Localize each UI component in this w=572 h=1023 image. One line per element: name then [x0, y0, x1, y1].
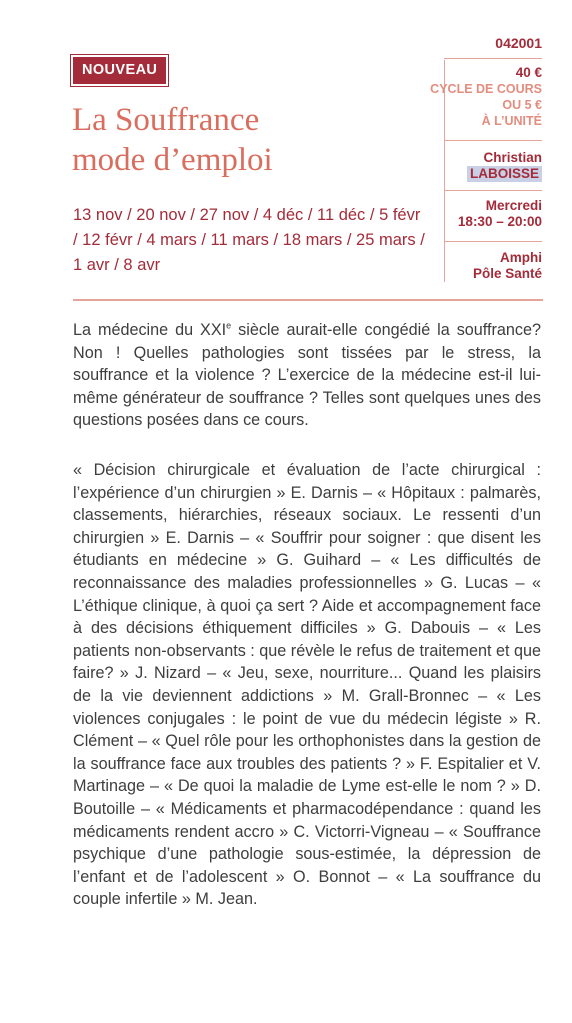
separator — [444, 190, 542, 191]
price-detail-line2: OU 5 € — [502, 98, 542, 112]
course-room: Amphi — [500, 250, 542, 265]
course-location: Pôle Santé — [472, 266, 542, 281]
course-title-line1: La Souffrance — [72, 102, 260, 138]
separator — [444, 58, 542, 59]
session-dates: 13 nov / 20 nov / 27 nov / 4 déc / 11 déc / 5 févr / 12 févr / 4 mars / 11 mars / 18 mars / 25 mars / 1 avr / 8 avr — [73, 206, 425, 274]
intro-superscript: e — [226, 320, 232, 331]
course-title — [72, 100, 412, 180]
separator — [444, 140, 542, 141]
teacher-last-name: LABOISSE — [467, 166, 542, 182]
price-detail-line1: CYCLE DE COURS — [430, 82, 542, 96]
header-rule — [73, 299, 543, 301]
new-badge: NOUVEAU — [73, 57, 166, 84]
intro-text-start: La médecine du XXI — [73, 321, 227, 339]
teacher-first-name: Christian — [483, 150, 542, 165]
course-code: 042001 — [495, 35, 542, 51]
course-day: Mercredi — [485, 198, 542, 213]
course-intro — [73, 319, 541, 432]
course-program: « Décision chirurgicale et évaluation de l’acte chirurgical : l’expérience d’un chirurgien » E. Darnis – « Hôpitaux : palmarès, classements, hiérarchies, réseaux sociaux. Le ressenti d’un chirurgien » E. Darnis – « Souffrir pour soigner : que disent les étudiants en médecine » G. Guihard – « Les difficultés de reconnaissance des maladies professionnelles » G. Lucas – « L’éthique clinique, à quoi ça sert ? Aide et accompagnement face à des décisions éthiquement difficiles » G. Dabouis – « Les patients non-observants : que révèle le refus de traitement et que faire? » J. Nizard – « Jeu, sexe, nourriture... Quand les plaisirs de la vie deviennent addictions » M. Grall-Bronnec – « Les violences conjugales : le point de vue du médecin légiste » R. Clément – « Quel rôle pour les orthophonistes dans la gestion de la souffrance face aux troubles des patients ? » F. Espitalier et V. Martinage – « De quoi la maladie de Lyme est-elle le nom ? » D. Boutoille – « Médicaments et pharmacodépendance : quand les médicaments rendent accro » C. Victorri-Vigneau – « Souffrance psychique d’une pathologie sous-estimée, la dépression de l’enfant et de l’adolescent » O. Bonnot – « La souffrance du couple infertile » M. Jean. — [73, 461, 541, 909]
course-hours: 18:30 – 20:00 — [457, 214, 542, 229]
intro-text-end: siècle aurait-elle congédié la souffrance? Non ! Quelles pathologies sont tissées par le stress, la souffrance et la violence ? L’exercice de la médecine est-il lui-même générateur de souffrance ? Telles sont quelques unes des questions posées dans ce cours. — [73, 321, 541, 430]
course-title-line2: mode d’emploi — [72, 142, 273, 178]
price-detail-line3: À L’UNITÉ — [481, 114, 542, 128]
separator — [444, 241, 542, 242]
course-price: 40 € — [515, 65, 542, 80]
